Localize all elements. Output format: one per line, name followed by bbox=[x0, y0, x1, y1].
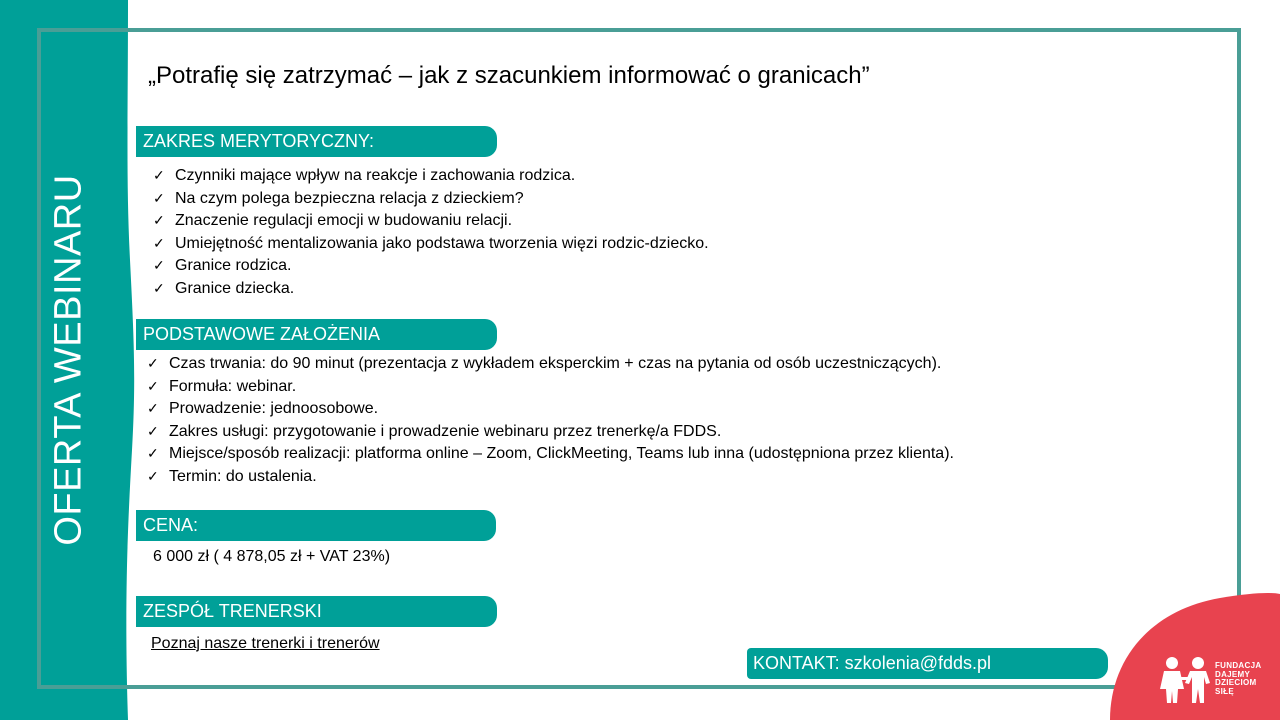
list-item bbox=[147, 420, 954, 443]
logo-line: DAJEMY bbox=[1215, 669, 1251, 679]
list-item-text: Formuła: webinar. bbox=[169, 377, 297, 395]
checkmark-icon: ✓ bbox=[147, 467, 159, 484]
checkmark-icon: ✓ bbox=[147, 400, 159, 417]
list-item-text: Na czym polega bezpieczna relacja z dzieckiem? bbox=[175, 189, 524, 207]
checkmark-icon: ✓ bbox=[147, 422, 159, 439]
logo-line: SIŁĘ bbox=[1215, 686, 1234, 696]
list-item bbox=[153, 164, 709, 187]
list-item-text: Czas trwania: do 90 minut (prezentacja z wykładem eksperckim + czas na pytania od osób uczestniczących). bbox=[169, 355, 942, 372]
page-title: „Potrafię się zatrzymać – jak z szacunkiem informować o granicach” bbox=[148, 62, 870, 89]
list-item bbox=[147, 375, 954, 398]
checkmark-icon: ✓ bbox=[153, 279, 165, 296]
list-item-text: Prowadzenie: jednoosobowe. bbox=[169, 400, 379, 418]
contact-box: KONTAKT: szkolenia@fdds.pl bbox=[747, 648, 1108, 679]
scope-list bbox=[153, 164, 709, 300]
section-header-team: ZESPÓŁ TRENERSKI bbox=[136, 596, 497, 627]
logo-line: FUNDACJA bbox=[1215, 661, 1262, 670]
price-value: 6 000 zł ( 4 878,05 zł + VAT 23%) bbox=[153, 548, 391, 565]
checkmark-icon: ✓ bbox=[147, 355, 159, 371]
logo-text bbox=[1215, 662, 1261, 696]
list-item bbox=[147, 397, 954, 420]
checkmark-icon: ✓ bbox=[153, 167, 165, 183]
list-item bbox=[153, 277, 709, 300]
team-link[interactable]: Poznaj nasze trenerki i trenerów bbox=[151, 635, 380, 652]
list-item-text: Termin: do ustalenia. bbox=[169, 467, 317, 485]
list-item-text: Granice dziecka. bbox=[175, 279, 295, 297]
list-item-text: Znaczenie regulacji emocji w budowaniu relacji. bbox=[175, 212, 513, 230]
list-item bbox=[153, 254, 709, 277]
checkmark-icon: ✓ bbox=[153, 257, 165, 274]
section-header-scope: ZAKRES MERYTORYCZNY: bbox=[136, 126, 497, 157]
vertical-title: OFERTA WEBINARU bbox=[47, 174, 90, 546]
list-item-text: Zakres usługi: przygotowanie i prowadzenie webinaru przez trenerkę/a FDDS. bbox=[169, 422, 722, 440]
children-icon bbox=[1158, 655, 1214, 705]
checkmark-icon: ✓ bbox=[147, 445, 159, 462]
section-header-assumptions: PODSTAWOWE ZAŁOŻENIA bbox=[136, 319, 497, 350]
checkmark-icon: ✓ bbox=[153, 234, 165, 251]
list-item bbox=[153, 209, 709, 232]
checkmark-icon: ✓ bbox=[147, 377, 159, 394]
section-header-price: CENA: bbox=[136, 510, 496, 541]
list-item bbox=[147, 465, 954, 488]
checkmark-icon: ✓ bbox=[153, 212, 165, 229]
checkmark-icon: ✓ bbox=[153, 189, 165, 206]
assumptions-list bbox=[147, 352, 954, 488]
list-item-text: Czynniki mające wpływ na reakcje i zachowania rodzica. bbox=[175, 167, 576, 184]
list-item-text: Granice rodzica. bbox=[175, 257, 292, 275]
list-item bbox=[147, 352, 954, 375]
list-item bbox=[147, 442, 954, 465]
list-item-text: Umiejętność mentalizowania jako podstawa tworzenia więzi rodzic-dziecko. bbox=[175, 234, 709, 252]
list-item-text: Miejsce/sposób realizacji: platforma online – Zoom, ClickMeeting, Teams lub inna (udostępniona przez klienta). bbox=[169, 445, 954, 463]
list-item bbox=[153, 187, 709, 210]
logo-line: DZIECIOM bbox=[1215, 678, 1257, 687]
list-item bbox=[153, 232, 709, 255]
